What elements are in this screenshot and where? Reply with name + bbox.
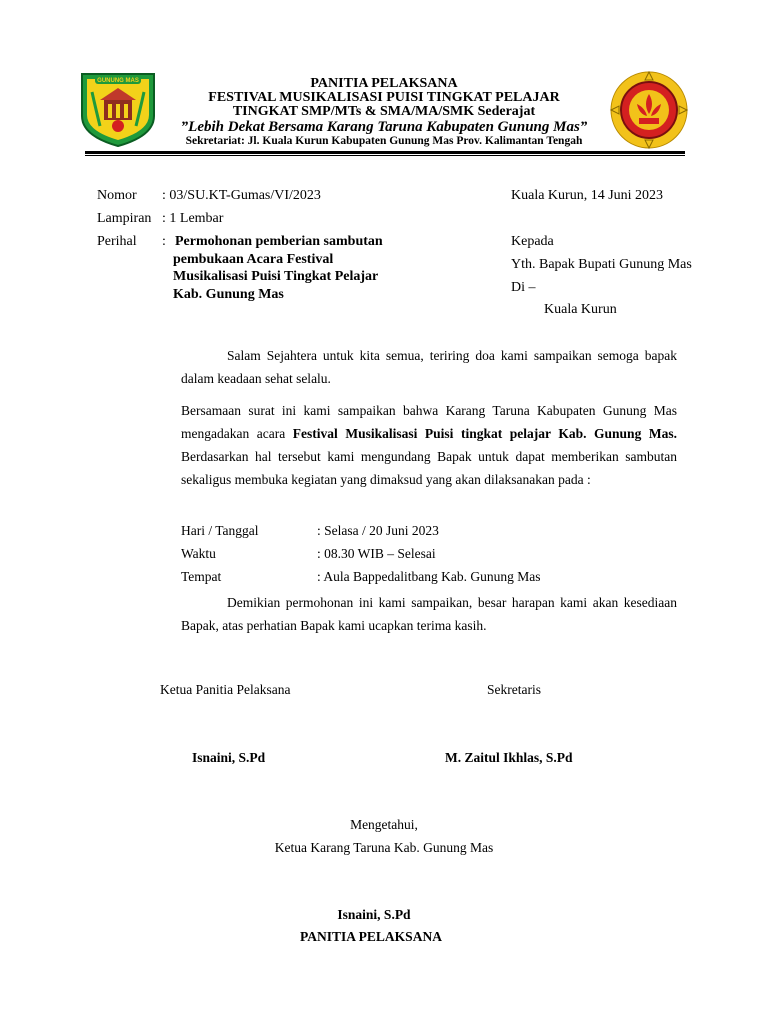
logo-banner-text: GUNUNG MAS — [97, 78, 139, 84]
perihal-line: Kab. Gunung Mas — [173, 287, 284, 302]
acknowledger-name: Isnaini, S.Pd — [337, 907, 411, 922]
closing-paragraph — [181, 591, 677, 637]
invitation-text-a: Bersamaan surat ini kami sampaikan bahwa Karang Taruna Kabupaten Gunung Mas mengadakan acara — [181, 403, 677, 441]
festival-title: FESTIVAL MUSIKALISASI PUISI TINGKAT PELAJAR — [208, 90, 560, 105]
perihal-line: pembukaan Acara Festival — [173, 252, 334, 267]
detail-label-time: Waktu — [181, 546, 216, 561]
secretary-title: Sekretaris — [487, 682, 541, 697]
di-label: Di – — [511, 280, 536, 295]
invitation-paragraph — [181, 399, 677, 491]
closing-text: Demikian permohonan ini kami sampaikan, besar harapan kami akan kesediaan Bapak, atas perhatian Bapak kami ucapkan terima kasih. — [181, 595, 677, 633]
detail-label-date: Hari / Tanggal — [181, 523, 259, 538]
detail-value-time: : 08.30 WIB – Selesai — [317, 546, 436, 561]
festival-name: Festival Musikalisasi Puisi tingkat pelajar Kab. Gunung Mas. — [292, 426, 677, 441]
acknowledger-title: Ketua Karang Taruna Kab. Gunung Mas — [274, 840, 494, 855]
recipient: Yth. Bapak Bupati Gunung Mas — [511, 257, 692, 272]
level-subtitle: TINGKAT SMP/MTs & SMA/MA/SMK Sederajat — [232, 104, 536, 119]
lampiran-value: : 1 Lembar — [162, 211, 224, 226]
header-divider-thin — [85, 155, 685, 156]
nomor-label: Nomor — [97, 188, 137, 203]
committee-heading: PANITIA PELAKSANA — [310, 76, 458, 91]
kepada-label: Kepada — [511, 234, 554, 249]
chair-title: Ketua Panitia Pelaksana — [160, 682, 291, 697]
motto: ”Lebih Dekat Bersama Karang Taruna Kabupaten Gunung Mas” — [180, 119, 588, 135]
header-divider-thick — [85, 151, 685, 154]
greeting-text: Salam Sejahtera untuk kita semua, teriring doa kami sampaikan semoga bapak dalam keadaan sehat selalu. — [181, 348, 677, 386]
recipient-place: Kuala Kurun — [544, 302, 617, 317]
perihal-label: Perihal — [97, 234, 137, 249]
perihal-line: Permohonan pemberian sambutan — [175, 234, 383, 249]
detail-value-date: : Selasa / 20 Juni 2023 — [317, 523, 439, 538]
perihal-colon: : — [162, 234, 166, 249]
committee-footer: PANITIA PELAKSANA — [300, 929, 442, 944]
greeting-paragraph — [181, 344, 677, 390]
chair-name: Isnaini, S.Pd — [192, 750, 266, 765]
lampiran-label: Lampiran — [97, 211, 152, 226]
place-date: Kuala Kurun, 14 Juni 2023 — [511, 188, 664, 203]
invitation-text-c: Berdasarkan hal tersebut kami mengundang Bapak untuk dapat memberikan sambutan sekaligus membuka kegiatan yang dimaksud yang akan dilaksanakan pada : — [181, 449, 677, 487]
perihal-line: Musikalisasi Puisi Tingkat Pelajar — [173, 269, 379, 284]
detail-value-venue: : Aula Bappedalitbang Kab. Gunung Mas — [317, 569, 541, 584]
secretariat-address: Sekretariat: Jl. Kuala Kurun Kabupaten Gunung Mas Prov. Kalimantan Tengah — [185, 135, 583, 147]
detail-label-venue: Tempat — [181, 569, 222, 584]
secretary-name: M. Zaitul Ikhlas, S.Pd — [445, 750, 573, 765]
acknowledged-label: Mengetahui, — [350, 817, 418, 832]
nomor-value: : 03/SU.KT-Gumas/VI/2023 — [162, 188, 321, 203]
